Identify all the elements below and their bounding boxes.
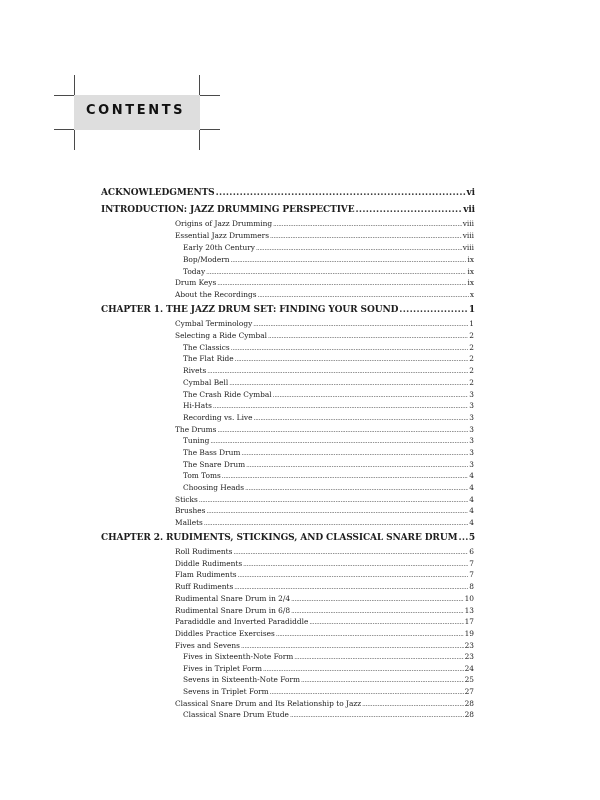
toc-entry-label: The Flat Ride	[183, 354, 234, 363]
toc-entry	[183, 267, 474, 276]
toc-entry-page: 2	[469, 331, 474, 340]
toc-entry-page: 3	[469, 425, 474, 434]
toc-entry-label: Fives in Triplet Form	[183, 664, 262, 673]
toc-entry-label: Cymbal Terminology	[175, 319, 253, 328]
toc-entry-label: Tom Toms	[183, 471, 221, 480]
toc-entry-page: ix	[467, 267, 474, 276]
toc-entry-label: Origins of Jazz Drumming	[175, 219, 273, 228]
toc-entry	[183, 390, 474, 399]
toc-entry	[183, 343, 474, 352]
toc-entry-page: 4	[469, 483, 474, 492]
toc-entry-label: CHAPTER 2. RUDIMENTS, STICKINGS, AND CLASSICAL SNARE DRUM	[101, 533, 458, 543]
toc-entry	[175, 606, 474, 615]
toc-entry-label: Classical Snare Drum Etude	[183, 710, 289, 719]
toc-entry-label: Recording vs. Live	[183, 413, 253, 422]
toc-entry-label: Paradiddle and Inverted Paradiddle	[175, 617, 309, 626]
toc-dot-leader	[355, 205, 462, 215]
toc-entry-label: The Classics	[183, 343, 230, 352]
toc-dot-leader	[258, 290, 469, 299]
toc-entry-label: Tuning	[183, 436, 210, 445]
toc-entry-label: Diddles Practice Exercises	[175, 629, 275, 638]
toc-entry	[175, 594, 474, 603]
toc-entry-page: 4	[469, 506, 474, 515]
toc-entry-label: Flam Rudiments	[175, 570, 237, 579]
toc-entry-page: ix	[467, 278, 474, 287]
toc-entry-page: 10	[464, 594, 474, 603]
toc-dot-leader	[301, 675, 464, 684]
toc-dot-leader	[199, 495, 468, 504]
toc-chapter-entry	[101, 533, 475, 543]
toc-entry-page: vii	[463, 205, 475, 215]
toc-dot-leader	[253, 413, 468, 422]
toc-dot-leader	[229, 378, 468, 387]
toc-entry-page: 2	[469, 343, 474, 352]
toc-dot-leader	[253, 319, 468, 328]
toc-entry-label: Fives in Sixteenth-Note Form	[183, 652, 294, 661]
toc-dot-leader	[309, 617, 463, 626]
toc-entry	[183, 652, 474, 661]
toc-entry	[183, 675, 474, 684]
toc-dot-leader	[213, 401, 468, 410]
toc-entry-page: 23	[464, 641, 474, 650]
toc-entry	[183, 710, 474, 719]
toc-entry	[183, 354, 474, 363]
toc-entry-label: Early 20th Century	[183, 243, 255, 252]
toc-dot-leader	[210, 436, 468, 445]
toc-dot-leader	[216, 188, 466, 198]
toc-entry	[175, 582, 474, 591]
toc-dot-leader	[231, 255, 467, 264]
toc-dot-leader	[235, 354, 469, 363]
toc-entry-label: The Crash Ride Cymbal	[183, 390, 272, 399]
toc-entry-label: Brushes	[175, 506, 206, 515]
toc-dot-leader	[217, 425, 468, 434]
toc-entry	[175, 219, 474, 228]
toc-entry	[183, 664, 474, 673]
toc-entry-label: ACKNOWLEDGMENTS	[101, 188, 215, 198]
toc-entry	[175, 699, 474, 708]
toc-entry-page: 13	[464, 606, 474, 615]
toc-dot-leader	[231, 343, 469, 352]
toc-dot-leader	[362, 699, 463, 708]
toc-entry	[175, 570, 474, 579]
toc-dot-leader	[241, 448, 468, 457]
toc-entry-page: 24	[464, 664, 474, 673]
toc-entry-label: Rudimental Snare Drum in 6/8	[175, 606, 291, 615]
toc-entry-page: 19	[464, 629, 474, 638]
toc-entry-page: 4	[469, 471, 474, 480]
toc-entry-page: 5	[468, 533, 475, 543]
toc-dot-leader	[233, 547, 468, 556]
toc-dot-leader	[276, 629, 464, 638]
toc-entry-label: Selecting a Ride Cymbal	[175, 331, 267, 340]
toc-entry-page: x	[469, 290, 474, 299]
toc-entry	[175, 617, 474, 626]
toc-entry-label: Bop/Modern	[183, 255, 230, 264]
toc-entry-label: Sevens in Triplet Form	[183, 687, 269, 696]
toc-entry-page: 28	[464, 699, 474, 708]
toc-entry-label: Fives and Sevens	[175, 641, 240, 650]
toc-entry-page: 3	[469, 436, 474, 445]
toc-entry	[183, 413, 474, 422]
toc-dot-leader	[222, 471, 469, 480]
toc-entry-page: 7	[469, 559, 474, 568]
toc-entry-label: The Snare Drum	[183, 460, 246, 469]
toc-dot-leader	[238, 570, 469, 579]
toc-entry	[183, 401, 474, 410]
toc-entry	[175, 629, 474, 638]
toc-entry-label: The Bass Drum	[183, 448, 241, 457]
toc-dot-leader	[246, 460, 468, 469]
toc-entry-label: Sevens in Sixteenth-Note Form	[183, 675, 300, 684]
toc-entry	[175, 331, 474, 340]
toc-entry	[183, 378, 474, 387]
toc-dot-leader	[399, 305, 468, 315]
toc-entry	[183, 460, 474, 469]
toc-entry	[175, 425, 474, 434]
toc-entry	[175, 506, 474, 515]
toc-entry	[175, 495, 474, 504]
toc-entry	[175, 231, 474, 240]
toc-entry-page: viii	[462, 219, 474, 228]
toc-dot-leader	[241, 641, 464, 650]
toc-entry-page: 3	[469, 413, 474, 422]
toc-entry-page: 7	[469, 570, 474, 579]
toc-entry	[183, 448, 474, 457]
toc-dot-leader	[291, 606, 464, 615]
toc-entry	[183, 687, 474, 696]
toc-entry-label: INTRODUCTION: JAZZ DRUMMING PERSPECTIVE	[101, 205, 355, 215]
toc-entry-page: 1	[468, 305, 475, 315]
toc-dot-leader	[204, 518, 468, 527]
toc-entry-page: 2	[469, 366, 474, 375]
toc-entry-label: Classical Snare Drum and Its Relationship to Jazz	[175, 699, 362, 708]
toc-entry	[183, 366, 474, 375]
toc-entry-page: vi	[466, 188, 475, 198]
toc-entry-page: 17	[464, 617, 474, 626]
toc-entry-label: Hi-Hats	[183, 401, 212, 410]
toc-dot-leader	[294, 652, 463, 661]
toc-entry-page: 28	[464, 710, 474, 719]
toc-entry	[175, 559, 474, 568]
toc-dot-leader	[234, 582, 468, 591]
toc-dot-leader	[291, 594, 464, 603]
toc-entry	[175, 641, 474, 650]
toc-entry-page: viii	[462, 243, 474, 252]
toc-dot-leader	[273, 390, 469, 399]
toc-entry-page: 6	[469, 547, 474, 556]
toc-dot-leader	[206, 506, 468, 515]
toc-entry-label: Drum Keys	[175, 278, 217, 287]
toc-entry-page: 4	[469, 518, 474, 527]
toc-dot-leader	[243, 559, 468, 568]
toc-entry-page: 3	[469, 460, 474, 469]
toc-dot-leader	[207, 366, 468, 375]
toc-entry	[183, 255, 474, 264]
toc-entry-label: Rudimental Snare Drum in 2/4	[175, 594, 291, 603]
toc-entry-page: 27	[464, 687, 474, 696]
toc-entry	[183, 243, 474, 252]
toc-entry-page: ix	[467, 255, 474, 264]
toc-entry-page: 3	[469, 401, 474, 410]
toc-entry-page: 25	[464, 675, 474, 684]
toc-entry-label: Mallets	[175, 518, 203, 527]
toc-entry-label: Rivets	[183, 366, 207, 375]
toc-entry	[183, 471, 474, 480]
toc-entry-label: CHAPTER 1. THE JAZZ DRUM SET: FINDING YOUR SOUND	[101, 305, 399, 315]
toc-entry-page: viii	[462, 231, 474, 240]
toc-dot-leader	[263, 664, 464, 673]
toc-dot-leader	[217, 278, 466, 287]
toc-entry	[175, 319, 474, 328]
toc-entry-page: 4	[469, 495, 474, 504]
toc-chapter-entry	[101, 305, 475, 315]
toc-dot-leader	[268, 331, 468, 340]
toc-entry	[175, 547, 474, 556]
page-title: CONTENTS	[86, 103, 186, 118]
toc-entry-page: 2	[469, 354, 474, 363]
toc-entry-page: 2	[469, 378, 474, 387]
toc-entry	[175, 518, 474, 527]
toc-entry	[175, 290, 474, 299]
toc-entry-label: Diddle Rudiments	[175, 559, 243, 568]
toc-dot-leader	[290, 710, 464, 719]
toc-dot-leader	[256, 243, 462, 252]
toc-entry	[183, 483, 474, 492]
toc-entry-page: 23	[464, 652, 474, 661]
toc-entry-label: About the Recordings	[175, 290, 257, 299]
toc-entry-page: 1	[469, 319, 474, 328]
toc-entry-label: The Drums	[175, 425, 217, 434]
toc-entry-label: Cymbal Bell	[183, 378, 229, 387]
toc-entry-label: Sticks	[175, 495, 198, 504]
toc-entry-page: 8	[469, 582, 474, 591]
toc-dot-leader	[270, 231, 462, 240]
toc-entry-page: 3	[469, 448, 474, 457]
toc-entry-label: Today	[183, 267, 206, 276]
toc-dot-leader	[273, 219, 462, 228]
toc-dot-leader	[245, 483, 468, 492]
toc-entry	[183, 436, 474, 445]
toc-chapter-entry	[101, 188, 475, 198]
toc-entry-page: 3	[469, 390, 474, 399]
toc-dot-leader	[206, 267, 466, 276]
toc-dot-leader	[458, 533, 467, 543]
toc-entry-label: Choosing Heads	[183, 483, 245, 492]
toc-entry-label: Ruff Rudiments	[175, 582, 234, 591]
toc-dot-leader	[270, 687, 464, 696]
toc-entry	[175, 278, 474, 287]
toc-entry-label: Essential Jazz Drummers	[175, 231, 270, 240]
toc-entry-label: Roll Rudiments	[175, 547, 233, 556]
toc-chapter-entry	[101, 205, 475, 215]
